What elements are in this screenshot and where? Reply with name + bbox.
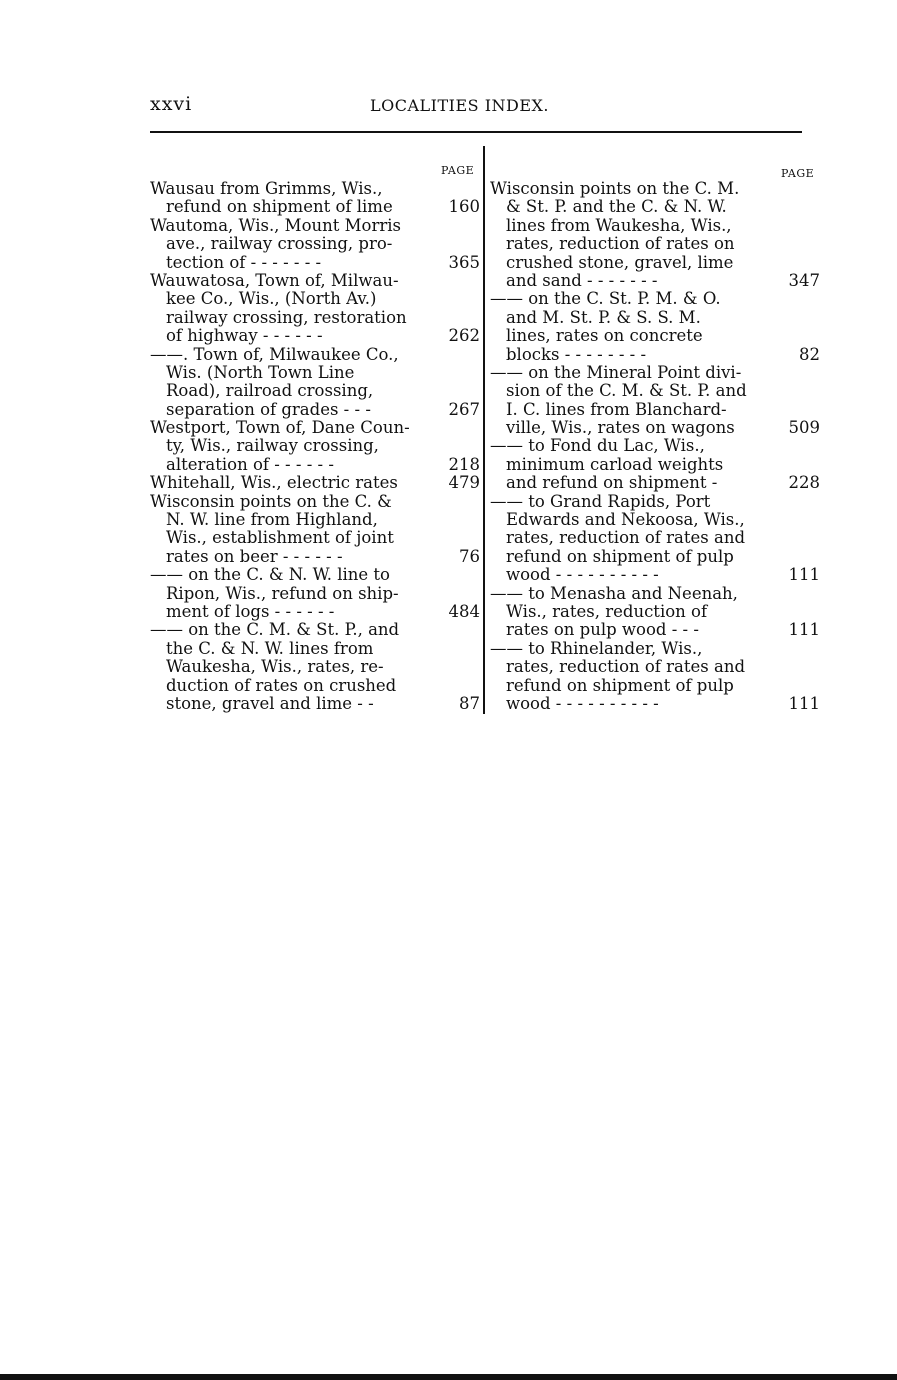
index-entry — [490, 493, 820, 585]
right-index-column — [490, 180, 820, 713]
index-entry-page-number: 76 — [459, 546, 480, 566]
index-entry-text: Edwards and Nekoosa, Wis., — [506, 510, 745, 530]
index-entry-line — [150, 180, 480, 198]
index-entry-text: minimum carload weights — [506, 454, 724, 474]
index-entry-line — [490, 456, 820, 474]
index-entry-text: duction of rates on crushed — [166, 675, 397, 695]
index-entry-page-number: 484 — [448, 601, 480, 621]
index-entry-line — [490, 529, 820, 547]
index-entry-line — [150, 309, 480, 327]
index-entry-text: kee Co., Wis., (North Av.) — [166, 289, 377, 309]
index-entry-line — [150, 235, 480, 253]
index-entry-page-number: 228 — [788, 473, 820, 493]
index-entry-line — [490, 217, 820, 235]
index-entry-text: —— to Menasha and Neenah, — [490, 583, 738, 603]
index-entry-page-number: 262 — [448, 326, 480, 346]
index-entry-text: I. C. lines from Blanchard- — [506, 399, 727, 419]
index-entry-line — [490, 254, 820, 272]
index-entry-line — [490, 621, 820, 639]
index-entry — [150, 272, 480, 346]
index-entry-text: sion of the C. M. & St. P. and — [506, 381, 747, 401]
index-entry-text: railway crossing, restoration — [166, 307, 407, 327]
index-entry-line — [150, 382, 480, 400]
index-entry-text: blocks - - - - - - - - — [506, 344, 647, 364]
index-entry-line — [150, 198, 480, 216]
index-entry-line — [490, 309, 820, 327]
index-entry-text: the C. & N. W. lines from — [166, 638, 374, 658]
index-entry-text: lines from Waukesha, Wis., — [506, 215, 732, 235]
index-entry-line — [150, 272, 480, 290]
index-entry-text: rates, reduction of rates on — [506, 234, 735, 254]
index-entry-text: rates on beer - - - - - - — [166, 546, 343, 566]
index-entry-text: refund on shipment of pulp — [506, 675, 734, 695]
index-entry-line — [150, 456, 480, 474]
index-entry-line — [150, 419, 480, 437]
index-entry — [490, 290, 820, 364]
index-entry-line — [490, 346, 820, 364]
index-entry-text: alteration of - - - - - - — [166, 454, 334, 474]
index-entry-text: Wis., rates, reduction of — [506, 601, 708, 621]
left-page-column-label: PAGE — [441, 164, 475, 177]
index-entry-line — [490, 677, 820, 695]
index-entry-line — [490, 566, 820, 584]
index-entry-text: wood - - - - - - - - - - — [506, 565, 659, 585]
index-entry-text: —— on the C. & N. W. line to — [150, 565, 390, 585]
index-entry-text: —— on the C. St. P. M. & O. — [490, 289, 721, 309]
index-entry-text: lines, rates on concrete — [506, 326, 703, 346]
index-entry-line — [150, 474, 480, 492]
index-entry-line — [490, 272, 820, 290]
index-entry-page-number: 160 — [448, 197, 480, 217]
index-entry-line — [490, 437, 820, 455]
index-entry-text: tection of - - - - - - - — [166, 252, 322, 272]
index-entry-line — [490, 493, 820, 511]
index-entry-text: refund on shipment of pulp — [506, 546, 734, 566]
index-entry-page-number: 509 — [788, 418, 820, 438]
index-entry — [490, 640, 820, 714]
index-entry-line — [150, 695, 480, 713]
index-entry-line — [150, 566, 480, 584]
index-entry-line — [490, 419, 820, 437]
index-entry-text: —— to Fond du Lac, Wis., — [490, 436, 705, 456]
index-entry-text: wood - - - - - - - - - - — [506, 693, 659, 713]
index-entry-page-number: 111 — [788, 693, 820, 713]
index-entry-line — [490, 548, 820, 566]
folio-page-number: xxvi — [150, 93, 193, 115]
index-entry-text: ville, Wis., rates on wagons — [506, 418, 735, 438]
index-entry-line — [490, 382, 820, 400]
index-entry-text: crushed stone, gravel, lime — [506, 252, 734, 272]
index-entry-line — [150, 585, 480, 603]
index-entry-page-number: 267 — [448, 399, 480, 419]
index-entry-line — [490, 585, 820, 603]
index-entry-line — [150, 290, 480, 308]
index-entry-line — [150, 548, 480, 566]
header-rule — [150, 131, 802, 133]
index-entry-text: rates on pulp wood - - - — [506, 620, 699, 640]
index-entry — [150, 566, 480, 621]
index-entry-line — [150, 401, 480, 419]
index-entry-text: Wautoma, Wis., Mount Morris — [150, 215, 401, 235]
index-entry-page-number: 218 — [448, 454, 480, 474]
index-entry-line — [150, 603, 480, 621]
index-entry-page-number: 111 — [788, 620, 820, 640]
index-entry-text: separation of grades - - - — [166, 399, 371, 419]
index-entry-line — [150, 437, 480, 455]
index-entry-line — [490, 603, 820, 621]
index-entry-line — [150, 511, 480, 529]
index-entry — [150, 180, 480, 217]
index-entry-line — [150, 677, 480, 695]
index-entry-line — [490, 180, 820, 198]
index-entry-text: & St. P. and the C. & N. W. — [506, 197, 727, 217]
index-entry-text: Wisconsin points on the C. M. — [490, 179, 740, 198]
index-entry-line — [150, 529, 480, 547]
index-entry-line — [490, 658, 820, 676]
index-entry-text: of highway - - - - - - — [166, 326, 323, 346]
left-index-column — [150, 180, 480, 713]
index-entry — [150, 217, 480, 272]
index-entry-text: ment of logs - - - - - - — [166, 601, 335, 621]
index-entry-line — [490, 695, 820, 713]
index-entry-text: and refund on shipment - — [506, 473, 718, 493]
index-entry-line — [490, 235, 820, 253]
index-entry-page-number: 365 — [448, 252, 480, 272]
index-entry-text: —— on the Mineral Point divi- — [490, 362, 742, 382]
index-entry-line — [150, 658, 480, 676]
index-entry-line — [150, 217, 480, 235]
index-entry — [150, 419, 480, 474]
index-entry-text: ave., railway crossing, pro- — [166, 234, 393, 254]
index-entry-text: Waukesha, Wis., rates, re- — [166, 657, 384, 677]
index-entry-line — [490, 290, 820, 308]
index-entry-line — [490, 474, 820, 492]
index-entry-line — [490, 401, 820, 419]
index-entry-line — [490, 198, 820, 216]
index-entry — [150, 493, 480, 567]
index-entry — [150, 474, 480, 492]
index-entry-page-number: 111 — [788, 565, 820, 585]
running-head: LOCALITIES INDEX. — [369, 96, 549, 115]
index-entry-text: Wauwatosa, Town of, Milwau- — [150, 270, 399, 290]
index-entry-line — [150, 493, 480, 511]
index-entry-text: rates, reduction of rates and — [506, 657, 746, 677]
index-entry-page-number: 82 — [799, 344, 820, 364]
index-entry-line — [150, 254, 480, 272]
index-entry-text: Wis. (North Town Line — [166, 362, 355, 382]
index-entry-text: Wausau from Grimms, Wis., — [150, 179, 383, 198]
right-page-column-label: PAGE — [781, 167, 815, 180]
index-entry-text: Ripon, Wis., refund on ship- — [166, 583, 399, 603]
index-entry — [150, 346, 480, 420]
index-entry-text: Whitehall, Wis., electric rates — [150, 473, 398, 493]
index-entry-text: —— to Rhinelander, Wis., — [490, 638, 703, 658]
index-entry-text: N. W. line from Highland, — [166, 510, 378, 530]
index-entry-text: ——. Town of, Milwaukee Co., — [150, 344, 399, 364]
index-entry-text: refund on shipment of lime — [166, 197, 393, 217]
index-entry-line — [150, 640, 480, 658]
index-entry — [490, 364, 820, 438]
index-entry-text: rates, reduction of rates and — [506, 528, 746, 548]
index-entry — [490, 437, 820, 492]
index-entry-page-number: 87 — [459, 693, 480, 713]
index-entry-text: Wis., establishment of joint — [166, 528, 394, 548]
index-entry-text: Wisconsin points on the C. & — [150, 491, 392, 511]
index-entry-page-number: 479 — [448, 473, 480, 493]
index-entry-text: and M. St. P. & S. S. M. — [506, 307, 701, 327]
index-entry-line — [490, 511, 820, 529]
index-entry-line — [490, 640, 820, 658]
index-entry-line — [150, 364, 480, 382]
index-entry-text: Westport, Town of, Dane Coun- — [150, 418, 410, 438]
index-entry-line — [150, 346, 480, 364]
index-entry — [150, 621, 480, 713]
index-entry-text: ty, Wis., railway crossing, — [166, 436, 379, 456]
index-entry-page-number: 347 — [788, 270, 820, 290]
index-entry-line — [490, 364, 820, 382]
index-entry-text: stone, gravel and lime - - — [166, 693, 374, 713]
index-entry-line — [490, 327, 820, 345]
scan-bottom-edge — [0, 1374, 897, 1380]
index-entry-text: Road), railroad crossing, — [166, 381, 374, 401]
index-entry-text: and sand - - - - - - - — [506, 270, 658, 290]
index-entry-line — [150, 327, 480, 345]
index-entry — [490, 180, 820, 290]
index-entry-text: —— on the C. M. & St. P., and — [150, 620, 400, 640]
index-entry-text: —— to Grand Rapids, Port — [490, 491, 711, 511]
index-entry-line — [150, 621, 480, 639]
index-entry — [490, 585, 820, 640]
column-divider — [483, 146, 485, 714]
